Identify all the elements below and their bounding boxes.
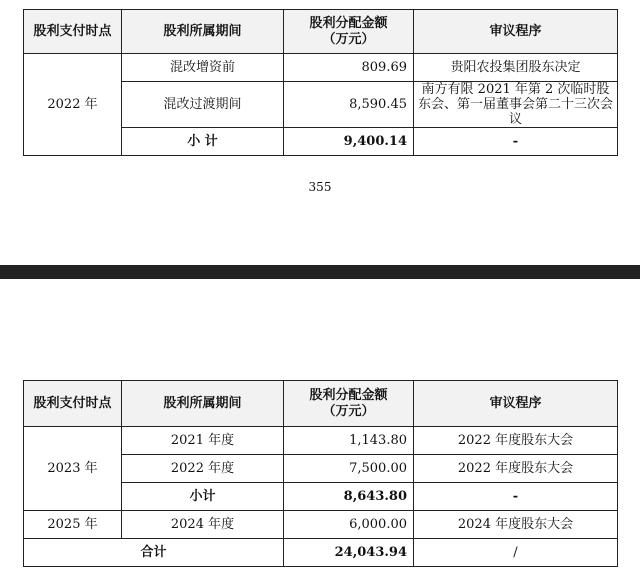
table-header-row <box>24 381 618 427</box>
procedure-cell: 贵阳农投集团股东决定 <box>414 54 618 82</box>
page-divider <box>0 265 640 279</box>
subtotal-procedure: - <box>414 128 618 156</box>
table-row <box>24 511 618 539</box>
period-cell: 2022 年度 <box>122 455 284 483</box>
amount-cell: 6,000.00 <box>284 511 414 539</box>
table-row <box>24 54 618 82</box>
period-cell: 2024 年度 <box>122 511 284 539</box>
total-label: 合计 <box>24 539 284 567</box>
period-cell: 混改增资前 <box>122 54 284 82</box>
period-cell: 混改过渡期间 <box>122 82 284 128</box>
year-cell: 2025 年 <box>24 511 122 539</box>
dividend-table-top <box>23 9 618 156</box>
header-payment-time: 股利支付时点 <box>24 381 122 427</box>
header-payment-time: 股利支付时点 <box>24 10 122 54</box>
page-number: 355 <box>308 180 332 194</box>
amount-cell: 8,590.45 <box>284 82 414 128</box>
subtotal-procedure: - <box>414 483 618 511</box>
subtotal-label: 小 计 <box>122 128 284 156</box>
amount-cell: 1,143.80 <box>284 427 414 455</box>
table-header-row <box>24 10 618 54</box>
total-amount: 24,043.94 <box>284 539 414 567</box>
year-cell: 2022 年 <box>24 54 122 156</box>
table-row <box>24 427 618 455</box>
subtotal-amount: 9,400.14 <box>284 128 414 156</box>
procedure-cell: 南方有限 2021 年第 2 次临时股东会、第一届董事会第二十三次会议 <box>414 82 618 128</box>
header-period: 股利所属期间 <box>122 10 284 54</box>
header-amount: 股利分配金额 （万元） <box>284 381 414 427</box>
total-row <box>24 539 618 567</box>
subtotal-label: 小计 <box>122 483 284 511</box>
total-procedure: / <box>414 539 618 567</box>
dividend-table-bottom <box>23 380 618 567</box>
header-procedure: 审议程序 <box>414 381 618 427</box>
procedure-cell: 2024 年度股东大会 <box>414 511 618 539</box>
subtotal-amount: 8,643.80 <box>284 483 414 511</box>
period-cell: 2021 年度 <box>122 427 284 455</box>
header-amount: 股利分配金额 （万元） <box>284 10 414 54</box>
year-cell: 2023 年 <box>24 427 122 511</box>
amount-cell: 809.69 <box>284 54 414 82</box>
header-procedure: 审议程序 <box>414 10 618 54</box>
amount-cell: 7,500.00 <box>284 455 414 483</box>
procedure-cell: 2022 年度股东大会 <box>414 455 618 483</box>
procedure-cell: 2022 年度股东大会 <box>414 427 618 455</box>
header-period: 股利所属期间 <box>122 381 284 427</box>
